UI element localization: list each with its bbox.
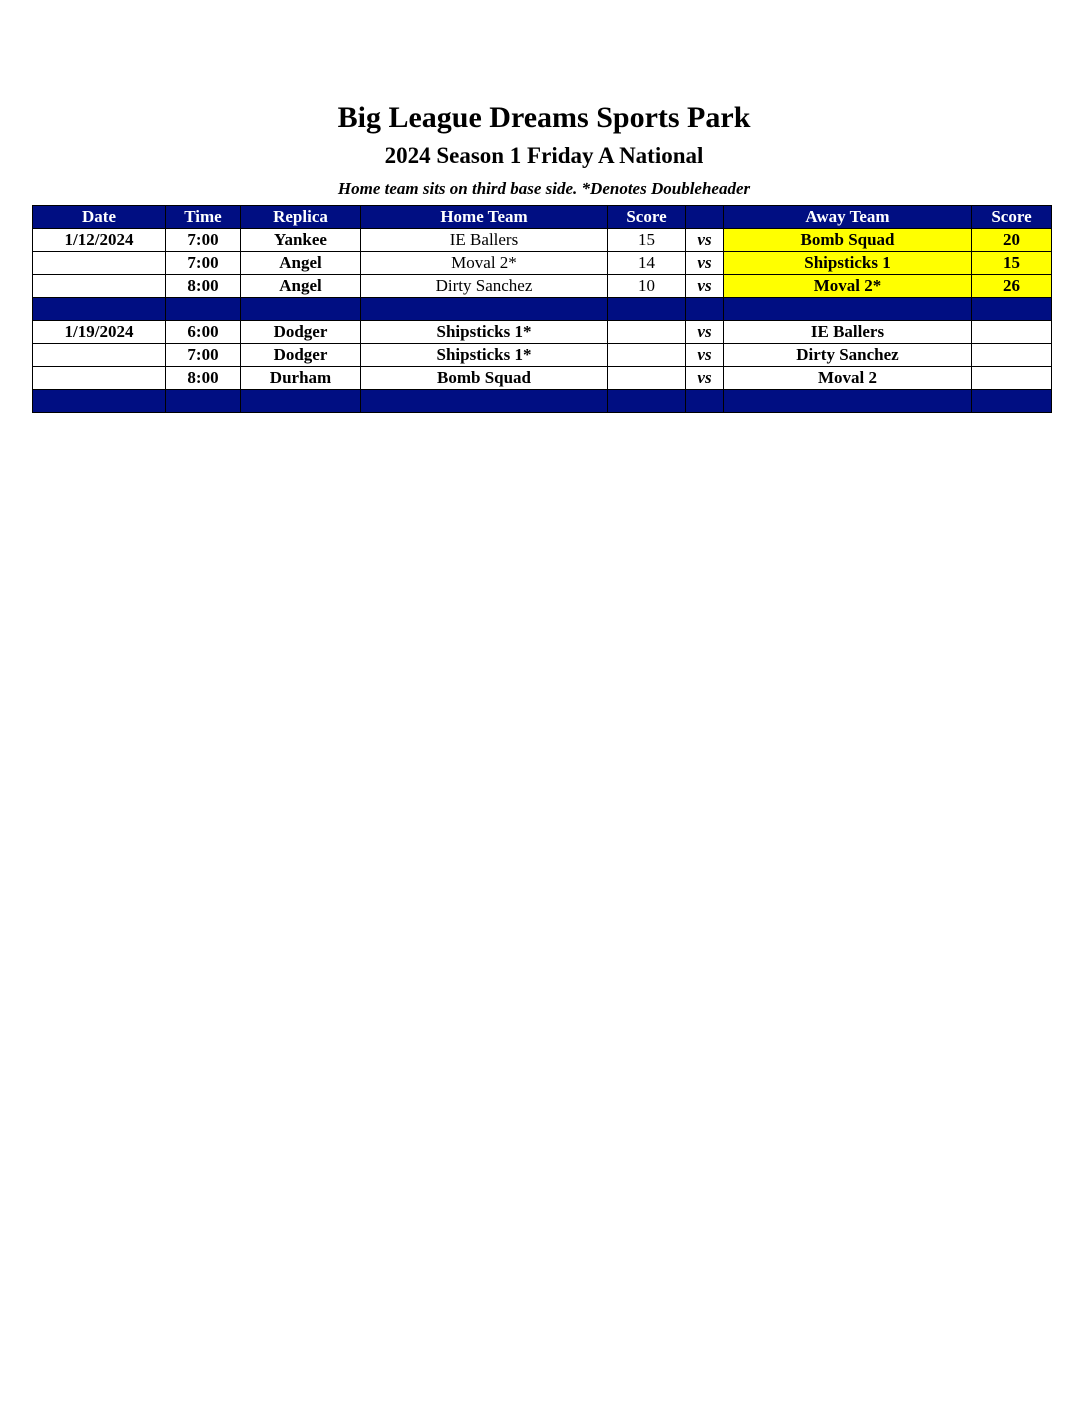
- cell-vs: vs: [686, 321, 724, 344]
- cell-away-score: 15: [972, 252, 1052, 275]
- cell-home-team: Moval 2*: [361, 252, 608, 275]
- schedule-table: [32, 205, 1052, 413]
- cell-away-team: Shipsticks 1: [724, 252, 972, 275]
- cell-home-score: 14: [608, 252, 686, 275]
- cell-home-score: [608, 367, 686, 390]
- table-row: [33, 229, 1052, 252]
- cell-replica: Yankee: [241, 229, 361, 252]
- cell-home-score: [608, 344, 686, 367]
- cell-home-team: Shipsticks 1*: [361, 344, 608, 367]
- col-header-away-team: Away Team: [724, 206, 972, 229]
- cell-time: 8:00: [166, 275, 241, 298]
- cell-replica: Angel: [241, 252, 361, 275]
- cell-replica: Dodger: [241, 321, 361, 344]
- cell-date: [33, 367, 166, 390]
- col-header-away-score: Score: [972, 206, 1052, 229]
- cell-vs: vs: [686, 344, 724, 367]
- cell-away-team: Moval 2*: [724, 275, 972, 298]
- cell-vs: vs: [686, 229, 724, 252]
- cell-away-team: Bomb Squad: [724, 229, 972, 252]
- cell-away-score: [972, 367, 1052, 390]
- cell-date: 1/12/2024: [33, 229, 166, 252]
- cell-away-score: [972, 321, 1052, 344]
- cell-replica: Durham: [241, 367, 361, 390]
- cell-date: 1/19/2024: [33, 321, 166, 344]
- col-header-home-score: Score: [608, 206, 686, 229]
- table-row: [33, 321, 1052, 344]
- cell-home-team: Shipsticks 1*: [361, 321, 608, 344]
- cell-vs: vs: [686, 367, 724, 390]
- cell-away-team: Dirty Sanchez: [724, 344, 972, 367]
- cell-away-team: IE Ballers: [724, 321, 972, 344]
- cell-away-score: 20: [972, 229, 1052, 252]
- week-divider-row: [33, 298, 1052, 321]
- cell-home-score: 15: [608, 229, 686, 252]
- cell-vs: vs: [686, 275, 724, 298]
- table-row: [33, 275, 1052, 298]
- week-divider-row: [33, 390, 1052, 413]
- page-title: Big League Dreams Sports Park: [337, 101, 751, 134]
- cell-home-team: Bomb Squad: [361, 367, 608, 390]
- cell-away-team: Moval 2: [724, 367, 972, 390]
- cell-replica: Dodger: [241, 344, 361, 367]
- cell-away-score: [972, 344, 1052, 367]
- table-header-row: [33, 206, 1052, 229]
- col-header-date: Date: [33, 206, 166, 229]
- col-header-time: Time: [166, 206, 241, 229]
- table-row: [33, 367, 1052, 390]
- cell-time: 7:00: [166, 344, 241, 367]
- cell-home-team: IE Ballers: [361, 229, 608, 252]
- cell-vs: vs: [686, 252, 724, 275]
- cell-home-team: Dirty Sanchez: [361, 275, 608, 298]
- table-row: [33, 252, 1052, 275]
- page-subtitle: 2024 Season 1 Friday A National: [384, 143, 704, 168]
- cell-away-score: 26: [972, 275, 1052, 298]
- cell-date: [33, 275, 166, 298]
- col-header-home-team: Home Team: [361, 206, 608, 229]
- cell-time: 7:00: [166, 252, 241, 275]
- table-row: [33, 344, 1052, 367]
- cell-replica: Angel: [241, 275, 361, 298]
- cell-time: 7:00: [166, 229, 241, 252]
- schedule-note: Home team sits on third base side. *Denotes Doubleheader: [337, 179, 751, 198]
- cell-time: 6:00: [166, 321, 241, 344]
- col-header-vs: [686, 206, 724, 229]
- col-header-replica: Replica: [241, 206, 361, 229]
- cell-date: [33, 252, 166, 275]
- cell-date: [33, 344, 166, 367]
- cell-home-score: [608, 321, 686, 344]
- cell-time: 8:00: [166, 367, 241, 390]
- cell-home-score: 10: [608, 275, 686, 298]
